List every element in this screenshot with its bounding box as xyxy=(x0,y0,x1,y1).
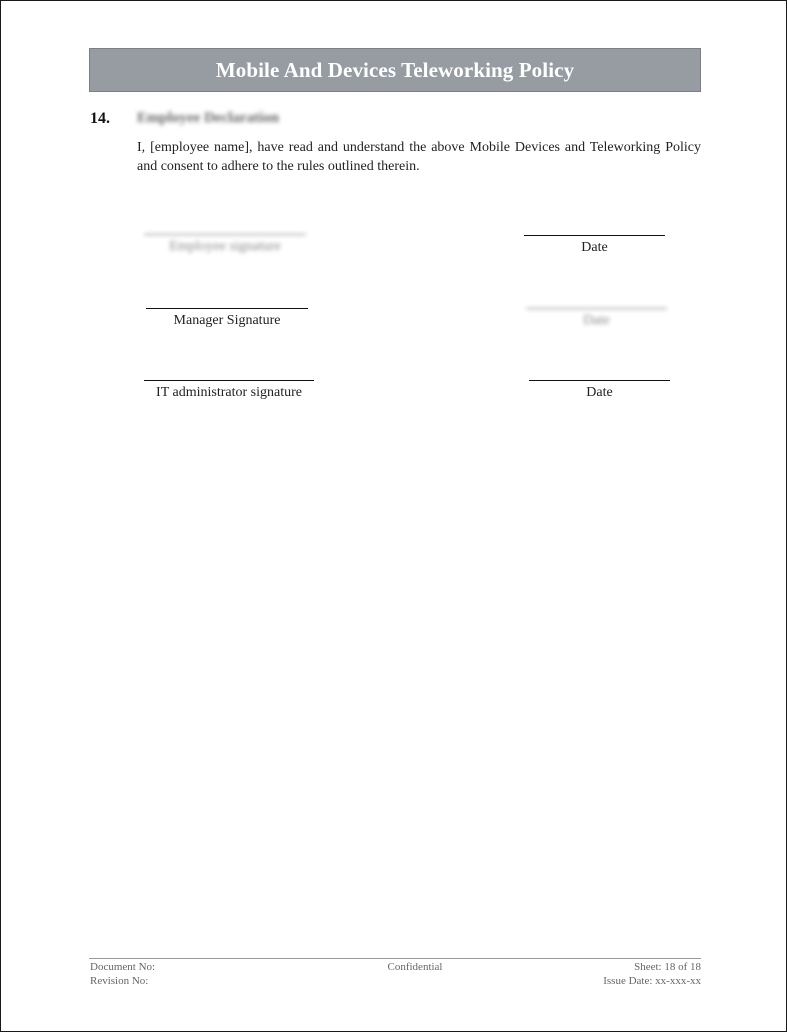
manager-signature-label: Manager Signature xyxy=(173,313,281,328)
manager-signature-block xyxy=(146,308,308,330)
it-admin-date-block xyxy=(529,380,670,402)
document-no-label: Document No: xyxy=(90,961,156,973)
it-admin-signature-label: IT administrator signature xyxy=(156,385,302,400)
it-admin-date-label: Date xyxy=(586,385,613,400)
date-line xyxy=(526,308,667,309)
declaration-paragraph: I, [employee name], have read and understand the above Mobile Devices and Teleworking Policy and consent to adhere to the rules outlined therein. xyxy=(137,140,701,174)
signature-line xyxy=(144,380,314,381)
section-heading: Employee Declaration xyxy=(137,110,280,126)
employee-date-block xyxy=(524,235,665,257)
revision-no-label: Revision No: xyxy=(90,975,149,987)
title-banner xyxy=(89,48,701,92)
employee-signature-block xyxy=(144,234,306,256)
footer-divider xyxy=(89,958,701,959)
signature-line xyxy=(144,234,306,235)
section-number: 14. xyxy=(90,110,110,127)
employee-signature-label: Employee signature xyxy=(169,239,281,254)
signature-line xyxy=(146,308,308,309)
issue-date: Issue Date: xx-xxx-xx xyxy=(603,975,701,987)
employee-date-label: Date xyxy=(581,240,608,255)
sheet-number: Sheet: 18 of 18 xyxy=(634,961,701,973)
manager-date-block xyxy=(526,308,667,330)
date-line xyxy=(524,235,665,236)
manager-date-label: Date xyxy=(583,313,610,328)
document-title: Mobile And Devices Teleworking Policy xyxy=(215,57,575,82)
date-line xyxy=(529,380,670,381)
it-admin-signature-block xyxy=(144,380,314,402)
footer-right xyxy=(603,960,701,988)
classification-label: Confidential xyxy=(387,961,443,973)
